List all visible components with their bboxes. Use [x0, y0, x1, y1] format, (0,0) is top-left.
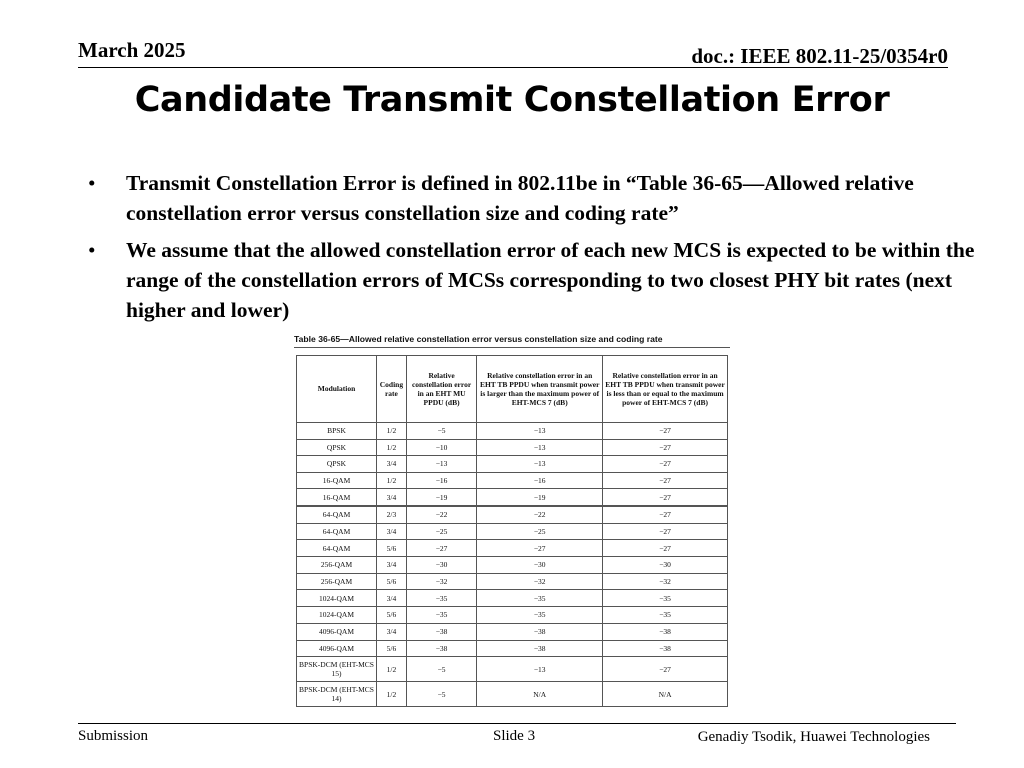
table-cell: −27	[603, 472, 728, 489]
header-divider	[78, 67, 948, 68]
table-row	[297, 456, 728, 473]
table-row	[297, 557, 728, 574]
table-cell: 3/4	[377, 590, 407, 607]
table-cell: −27	[603, 439, 728, 456]
table-cell: 1024-QAM	[297, 590, 377, 607]
table-cell: 1/2	[377, 657, 407, 682]
slide-title: Candidate Transmit Constellation Error	[134, 80, 890, 120]
table-cell: −19	[477, 489, 603, 506]
table-row	[297, 489, 728, 506]
table-cell: −38	[406, 640, 476, 657]
table-cell: −5	[406, 657, 476, 682]
table-row	[297, 607, 728, 624]
table-cell: −27	[477, 540, 603, 557]
footer-author: Genadiy Tsodik, Huawei Technologies	[697, 729, 930, 745]
table-header-row	[297, 356, 728, 423]
table-cell: 1024-QAM	[297, 607, 377, 624]
table-cell: −27	[603, 523, 728, 540]
table-cell: −35	[603, 590, 728, 607]
table-caption-rule	[294, 347, 730, 348]
table-cell: 4096-QAM	[297, 623, 377, 640]
table-cell: −38	[477, 640, 603, 657]
table-cell: QPSK	[297, 456, 377, 473]
bullet-text: Transmit Constellation Error is defined in 802.11be in “Table 36-65—Allowed relative constellation error versus constellation size and coding rate”	[126, 171, 914, 225]
table-cell: −13	[477, 657, 603, 682]
header-date: March 2025	[78, 38, 186, 62]
table-cell: −27	[603, 507, 728, 524]
table-row	[297, 623, 728, 640]
table-cell: −27	[603, 540, 728, 557]
table-cell: −27	[603, 456, 728, 473]
header-mu-ppdu: Relative constellation error in an EHT MU PPDU (dB)	[406, 356, 476, 423]
table-row	[297, 423, 728, 440]
table-row	[297, 439, 728, 456]
table-caption: Table 36-65—Allowed relative constellation error versus constellation size and coding rate	[294, 334, 663, 344]
table-cell: 3/4	[377, 523, 407, 540]
table-cell: −27	[406, 540, 476, 557]
table-cell: −27	[603, 657, 728, 682]
table-cell: 1/2	[377, 423, 407, 440]
table-row	[297, 573, 728, 590]
table-cell: −38	[603, 640, 728, 657]
table-cell: 64-QAM	[297, 523, 377, 540]
table-cell: −16	[406, 472, 476, 489]
table-row	[297, 472, 728, 489]
table-cell: 5/6	[377, 573, 407, 590]
table-cell: −5	[406, 682, 476, 707]
table-cell: −13	[477, 456, 603, 473]
table-cell: −38	[603, 623, 728, 640]
table-cell: 5/6	[377, 640, 407, 657]
table-cell: BPSK-DCM (EHT-MCS 14)	[297, 682, 377, 707]
table-cell: N/A	[477, 682, 603, 707]
table-cell: −35	[406, 590, 476, 607]
footer-divider	[78, 723, 956, 724]
table-cell: −19	[406, 489, 476, 506]
table-cell: −27	[603, 489, 728, 506]
table-cell: 16-QAM	[297, 489, 377, 506]
table-cell: 3/4	[377, 456, 407, 473]
table-cell: −30	[406, 557, 476, 574]
table-cell: −32	[406, 573, 476, 590]
table-cell: 1/2	[377, 472, 407, 489]
table-cell: −38	[406, 623, 476, 640]
header-tb-ppdu-larger: Relative constellation error in an EHT TB PPDU when transmit power is larger than the maximum power of EHT-MCS 7 (dB)	[477, 356, 603, 423]
table-cell: −10	[406, 439, 476, 456]
table-cell: −35	[406, 607, 476, 624]
table-cell: −30	[477, 557, 603, 574]
bullet-item	[80, 168, 980, 228]
table-cell: −35	[603, 607, 728, 624]
table-cell: BPSK	[297, 423, 377, 440]
table-cell: −27	[603, 423, 728, 440]
table-row	[297, 657, 728, 682]
table-cell: −16	[477, 472, 603, 489]
table-cell: 1/2	[377, 682, 407, 707]
table-cell: −35	[477, 590, 603, 607]
header-modulation: Modulation	[297, 356, 377, 423]
bullet-item	[80, 235, 980, 325]
constellation-table-top	[296, 355, 728, 506]
table-cell: 3/4	[377, 623, 407, 640]
table-row	[297, 540, 728, 557]
table-cell: 64-QAM	[297, 540, 377, 557]
table-cell: −22	[406, 507, 476, 524]
table-cell: −35	[477, 607, 603, 624]
table-cell: 1/2	[377, 439, 407, 456]
footer-slide-number: Slide 3	[493, 728, 536, 744]
bullet-text: We assume that the allowed constellation error of each new MCS is expected to be within the range of the constellation errors of MCSs corresponding to two closest PHY bit rates (next higher and lower)	[126, 238, 975, 322]
table-row	[297, 640, 728, 657]
footer-submission: Submission	[78, 728, 149, 744]
table-cell: 256-QAM	[297, 573, 377, 590]
table-cell: −5	[406, 423, 476, 440]
table-cell: −32	[477, 573, 603, 590]
bullet-icon: •	[88, 171, 96, 195]
table-row	[297, 507, 728, 524]
table-cell: −25	[406, 523, 476, 540]
table-cell: −30	[603, 557, 728, 574]
table-cell: 3/4	[377, 489, 407, 506]
table-cell: −13	[477, 423, 603, 440]
table-cell: 256-QAM	[297, 557, 377, 574]
table-cell: QPSK	[297, 439, 377, 456]
bullet-icon: •	[88, 238, 96, 262]
table-cell: 3/4	[377, 557, 407, 574]
table-cell: 5/6	[377, 607, 407, 624]
table-cell: 2/3	[377, 507, 407, 524]
header-tb-ppdu-less: Relative constellation error in an EHT TB PPDU when transmit power is less than or equal to the maximum power of EHT-MCS 7 (dB)	[603, 356, 728, 423]
table-cell: 4096-QAM	[297, 640, 377, 657]
table-cell: −38	[477, 623, 603, 640]
table-row	[297, 682, 728, 707]
bullet-list	[80, 168, 980, 332]
header-doc-id: doc.: IEEE 802.11-25/0354r0	[691, 44, 948, 68]
table-cell: 64-QAM	[297, 507, 377, 524]
table-row	[297, 523, 728, 540]
table-row	[297, 590, 728, 607]
table-cell: −25	[477, 523, 603, 540]
table-cell: N/A	[603, 682, 728, 707]
table-cell: −22	[477, 507, 603, 524]
table-cell: −32	[603, 573, 728, 590]
table-cell: −13	[477, 439, 603, 456]
table-cell: 16-QAM	[297, 472, 377, 489]
constellation-table-bottom	[296, 506, 728, 707]
header-coding-rate: Coding rate	[377, 356, 407, 423]
table-cell: BPSK-DCM (EHT-MCS 15)	[297, 657, 377, 682]
table-cell: −13	[406, 456, 476, 473]
table-cell: 5/6	[377, 540, 407, 557]
